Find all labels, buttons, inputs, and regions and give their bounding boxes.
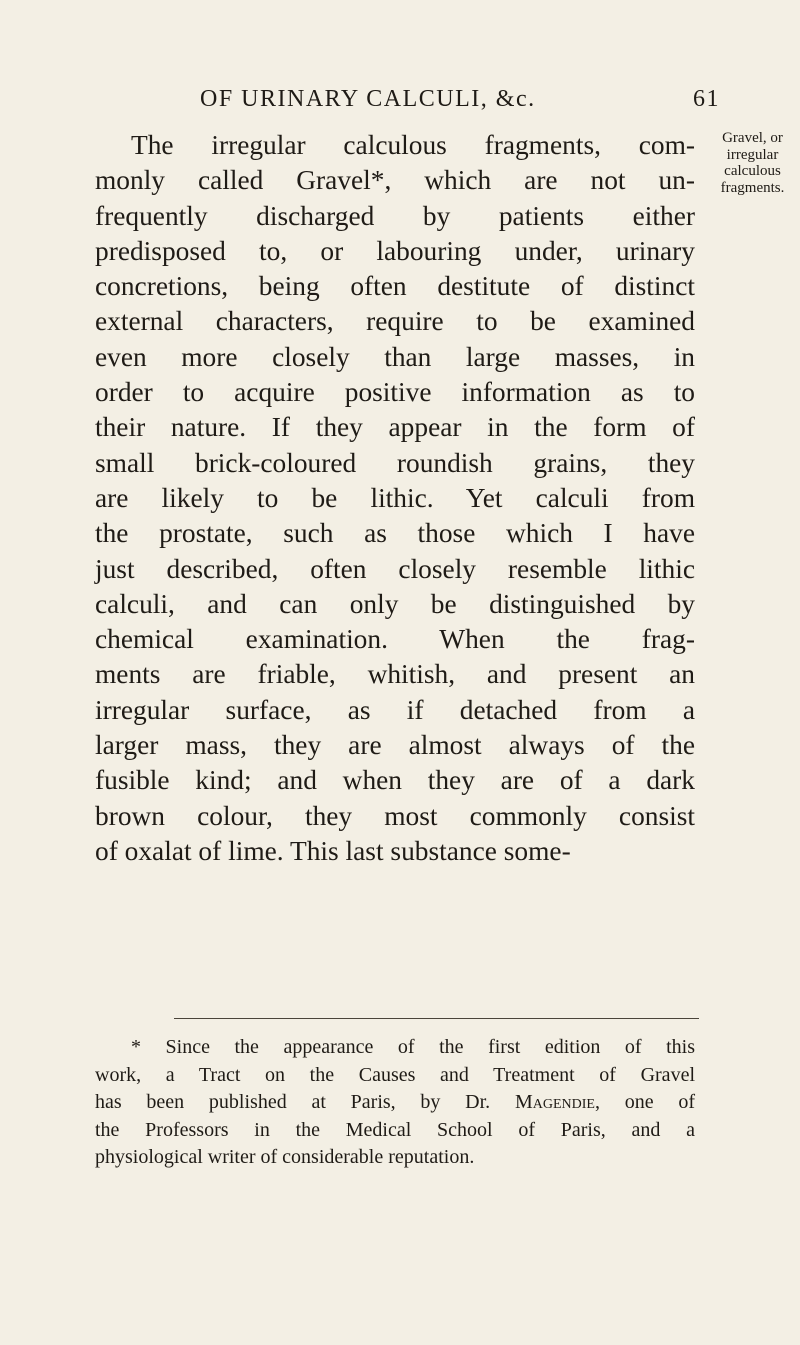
footnote-line: physiological writer of considerable reputation. [95,1146,475,1169]
footnote-rule [174,1018,699,1019]
text-line: frequently discharged by patients either [95,200,695,231]
text-line: small brick-coloured roundish grains, they [95,447,695,478]
marginal-note-line: irregular [726,146,779,163]
footnote-text: , one of [594,1091,695,1114]
text-line: just described, often closely resemble lithic [95,553,695,584]
text-line: even more closely than large masses, in [95,341,695,372]
text-line: irregular surface, as if detached from a [95,694,695,725]
text-line: brown colour, they most commonly consist [95,800,695,831]
text-line: predisposed to, or labouring under, urinary [95,235,695,266]
text-line: larger mass, they are almost always of the [95,730,695,761]
running-head-title: OF URINARY CALCULI, &c. [200,86,536,112]
text-line: chemical examination. When the frag- [95,624,695,655]
text-line: ments are friable, whitish, and present an [95,659,695,690]
text-line: fusible kind; and when they are of a dark [95,765,695,796]
footnote-line: work, a Tract on the Causes and Treatment of Gravel [95,1063,695,1086]
text-line: of oxalat of lime. This last substance some- [95,835,571,866]
text-line: their nature. If they appear in the form of [95,412,695,443]
text-line: calculi, and can only be distinguished by [95,588,695,619]
marginal-note-line: calculous [724,163,781,179]
text-line: order to acquire positive information as to [95,377,695,408]
marginal-note-line: fragments. [720,179,785,196]
text-line: the prostate, such as those which I have [95,518,695,549]
footnote-line [95,1089,695,1117]
text-line: are likely to be lithic. Yet calculi from [95,482,695,513]
text-line: concretions, being often destitute of distinct [95,271,695,302]
footnote [95,1034,695,1172]
text-line: monly called Gravel*, which are not un- [95,165,695,196]
author-name: Magendie [514,1091,595,1114]
marginal-note-line: Gravel, or [722,130,783,146]
page-number: 61 [693,86,720,112]
text-line: The irregular calculous fragments, com- [131,130,695,160]
text-line: external characters, require to be examined [95,306,695,337]
body-paragraph [95,128,695,869]
footnote-line: the Professors in the Medical School of Paris, and a [95,1118,695,1141]
marginal-note [705,130,800,196]
footnote-line: * Since the appearance of the first edition of this [131,1036,695,1058]
footnote-text: has been published at Paris, by Dr. [95,1091,515,1114]
